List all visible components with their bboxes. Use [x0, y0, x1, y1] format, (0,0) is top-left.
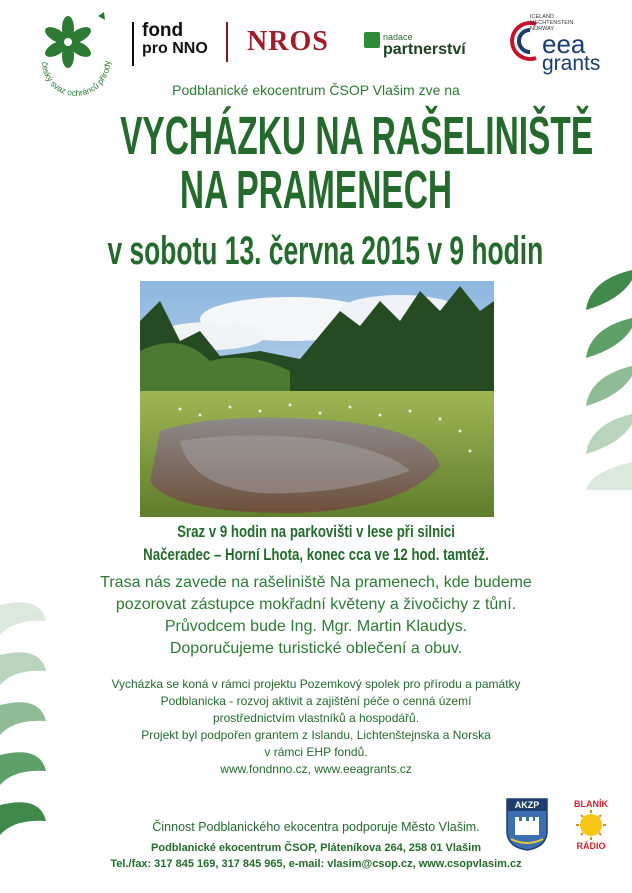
title-line-1: VYCHÁZKU NA RAŠELINIŠTĚ: [120, 106, 594, 166]
meeting-line-1: Sraz v 9 hodin na parkovišti v lese při silnici: [177, 522, 455, 541]
contact-line: Tel./fax: 317 845 169, 317 845 965, e-mail: vlasim@csop.cz, www.csopvlasim.cz: [110, 858, 522, 870]
blanik-line1: BLANÍK: [574, 799, 608, 809]
fond-line2b: NNO: [172, 40, 208, 57]
nros-logo: NROS: [247, 26, 329, 57]
body-line: pozorovat zástupce mokřadní květeny a živočichy z tůní.: [115, 596, 517, 613]
project-line: Vycházka se koná v rámci projektu Pozemkový spolek pro přírodu a památky: [111, 677, 521, 691]
body-line: Trasa nás zavede na rašeliniště Na pramenech, kde budeme: [100, 574, 532, 591]
nadace-partnerstvi-logo: [364, 32, 466, 58]
wetland-photo: [140, 281, 494, 517]
body-line: Průvodcem bude Ing. Mgr. Martin Klaudys.: [164, 618, 468, 635]
eea-line2: grants: [542, 52, 601, 75]
nadace-small: nadace: [383, 32, 413, 42]
eea-mini1: ICELAND: [530, 14, 554, 20]
nadace-leaf-icon: [364, 32, 380, 48]
eea-mini2: LIECHTENSTEIN: [530, 20, 574, 26]
fond-line2a: pro: [142, 40, 168, 57]
eea-grants-logo: [510, 14, 610, 74]
akzp-text: AKZP: [514, 800, 540, 810]
project-line: v rámci EHP fondů.: [264, 745, 368, 759]
fond-line1: fond: [142, 20, 184, 41]
fond-nno-logo: [132, 22, 208, 66]
csop-logo-text: český svaz ochránců přírody: [39, 60, 113, 99]
nadace-big: partnerství: [383, 41, 466, 58]
support-text: Činnost Podblanického ekocentra podporuje Město Vlašim.: [152, 820, 480, 834]
event-date: v sobotu 13. června 2015 v 9 hodin: [107, 229, 544, 273]
body-line: Doporučujeme turistické oblečení a obuv.: [169, 640, 463, 657]
logo-divider: [226, 22, 228, 62]
project-links: www.fondnno.cz, www.eeagrants.cz: [220, 762, 412, 776]
flower-icon: [42, 16, 93, 68]
meeting-line-2: Načeradec – Horní Lhota, konec cca ve 12 hod. tamtéž.: [143, 545, 489, 564]
eea-mini3: NORWAY: [530, 26, 555, 32]
eea-line1: eea: [542, 29, 586, 59]
akzp-logo: [505, 797, 549, 851]
decorative-stripes-right: [550, 270, 632, 490]
project-line: Projekt byl podpořen grantem z Islandu, Lichtenštejnska a Norska: [141, 728, 491, 742]
address-line-1: Podblanické ekocentrum ČSOP, Pláteníkova 264, 258 01 Vlašim: [151, 842, 481, 854]
project-line: prostřednictvím vlastníků a hospodářů.: [212, 711, 420, 725]
bird-icon: [98, 12, 105, 20]
intro-text: Podblanické ekocentrum ČSOP Vlašim zve na: [172, 82, 460, 98]
project-line: Podblanicka - rozvoj aktivit a zajištění péče o cenná území: [160, 694, 472, 708]
title-line-2: NA PRAMENECH: [179, 160, 453, 220]
blanik-radio-logo: [563, 797, 619, 851]
blanik-line2: RÁDIO: [576, 841, 606, 851]
